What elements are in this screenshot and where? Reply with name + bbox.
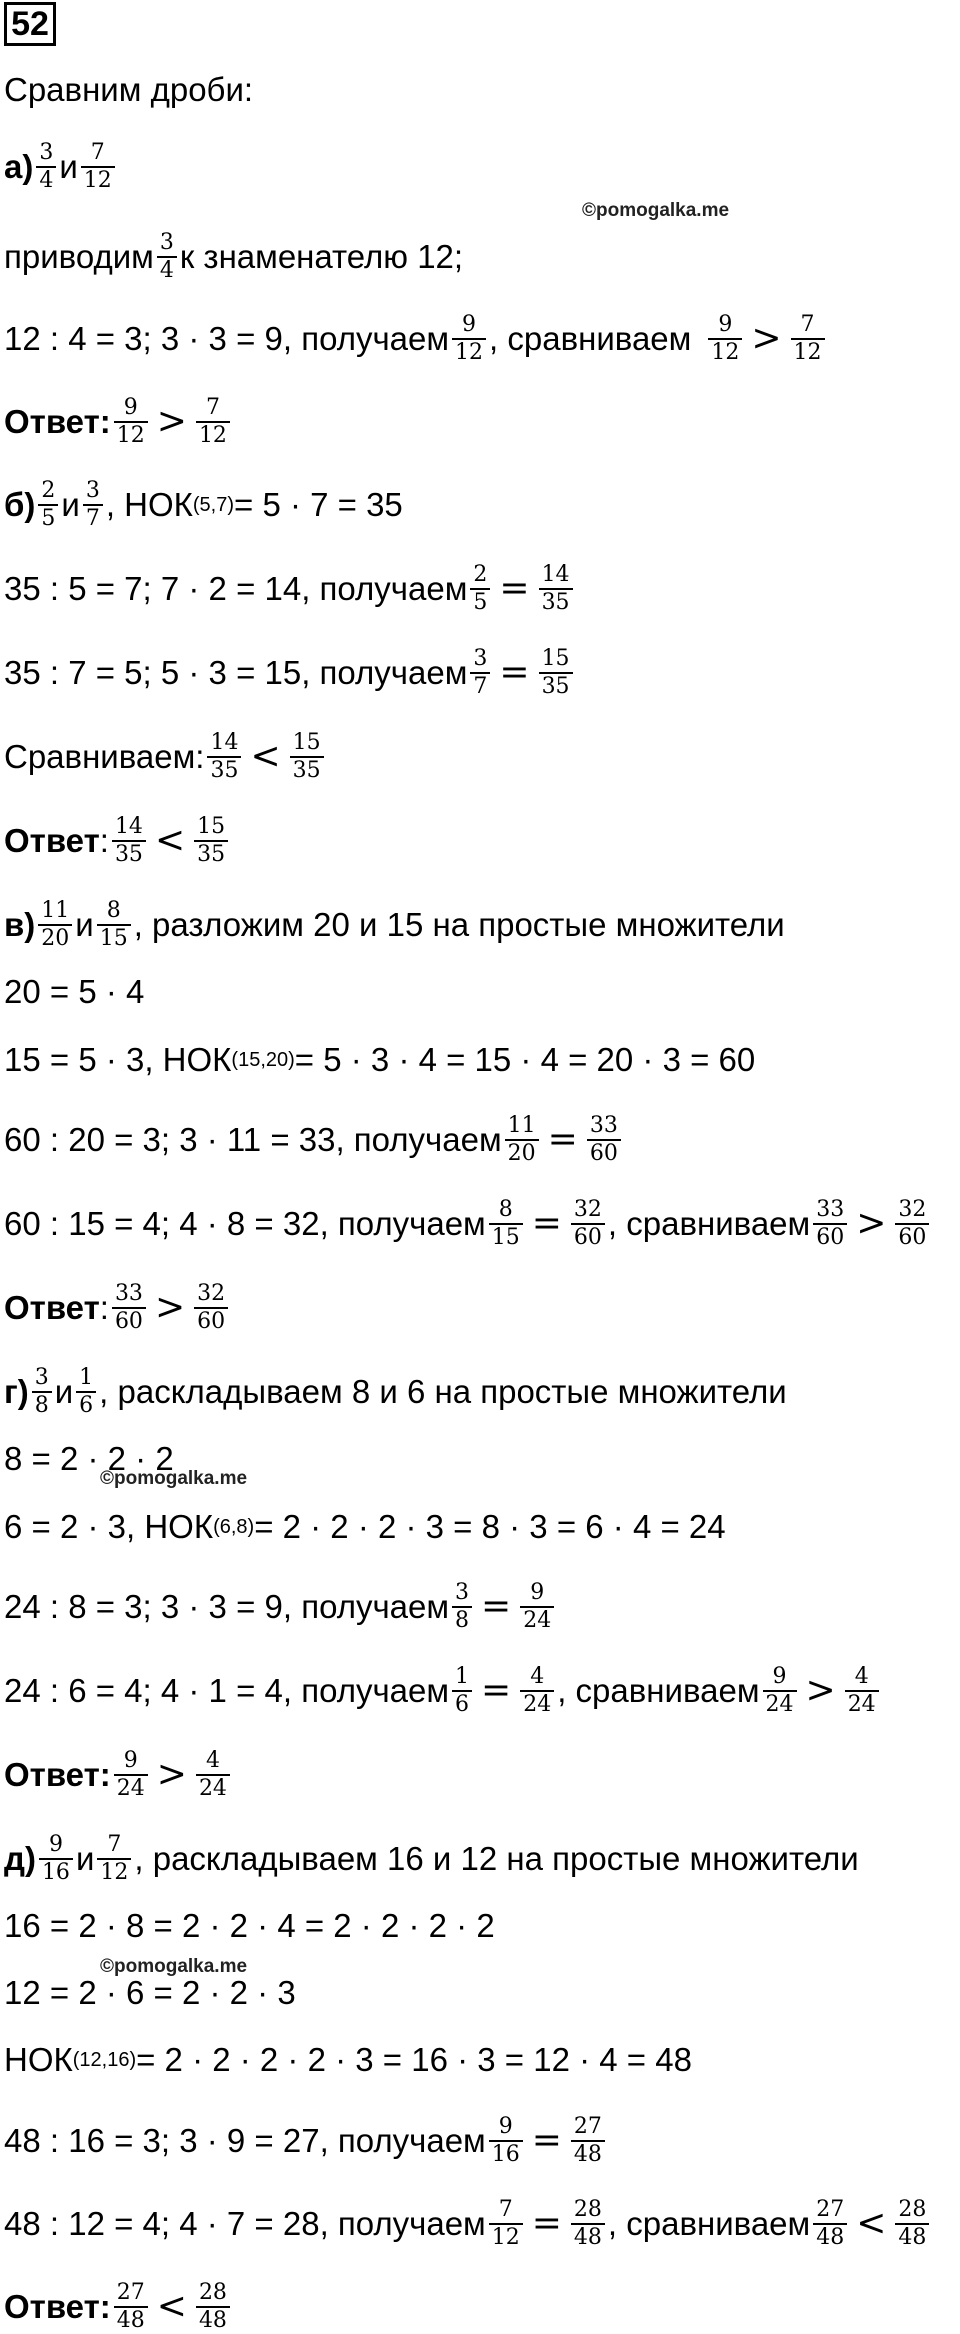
part-d-answer: Ответ: $\frac{9}{24}$ > $\frac{4}{24}$ (4, 1748, 233, 1802)
part-b-header: б) $\frac{2}{5}$ и $\frac{3}{7}$ , НОК (5,7) = 5 · 7 = 35 (4, 478, 403, 531)
part-d-line3: 24 : 8 = 3; 3 · 3 = 9, получаем $\frac{3}{8}$ = $\frac{9}{24}$ (4, 1580, 557, 1634)
part-e-answer: Ответ: $\frac{27}{48}$ < $\frac{28}{48}$ (4, 2280, 233, 2334)
part-c-line2: 15 = 5 · 3, НОК (15,20) = 5 · 3 · 4 = 15 · 4 = 20 · 3 = 60 (4, 1041, 756, 1078)
part-d-line4: 24 : 6 = 4; 4 · 1 = 4, получаем $\frac{1}{6}$ = $\frac{4}{24}$ , сравниваем $\frac{9}{24}$ > $\frac{4}{24}$ (4, 1664, 882, 1718)
part-e-header: д) $\frac{9}{16}$ и $\frac{7}{12}$ , раскладываем 16 и 12 на простые множители (4, 1832, 859, 1885)
part-e-line4: 48 : 16 = 3; 3 · 9 = 27, получаем $\frac{9}{16}$ = $\frac{27}{48}$ (4, 2114, 608, 2168)
part-e-line5: 48 : 12 = 4; 4 · 7 = 28, получаем $\frac{7}{12}$ = $\frac{28}{48}$ , сравниваем $\frac{27}{48}$ < $\frac{28}{48}$ (4, 2197, 932, 2251)
part-b-answer: Ответ : $\frac{14}{35}$ < $\frac{15}{35}$ (4, 814, 231, 868)
part-e-line1: 16 = 2 · 8 = 2 · 2 · 4 = 2 · 2 · 2 · 2 (4, 1907, 495, 1944)
part-b-line1: 35 : 5 = 7; 7 · 2 = 14, получаем $\frac{2}{5}$ = $\frac{14}{35}$ (4, 562, 576, 616)
part-a-header (4, 140, 118, 194)
part-d-header: г) $\frac{3}{8}$ и $\frac{1}{6}$ , раскладываем 8 и 6 на простые множители (4, 1365, 787, 1418)
watermark: ©pomogalka.me (582, 200, 730, 221)
part-d-line1: 8 = 2 · 2 · 2 (4, 1440, 174, 1477)
and-word: и (59, 148, 78, 185)
intro-text: Сравним дроби: (4, 71, 254, 108)
part-b-line2: 35 : 7 = 5; 5 · 3 = 15, получаем $\frac{3}{7}$ = $\frac{15}{35}$ (4, 646, 576, 700)
part-c-line4: 60 : 15 = 4; 4 · 8 = 32, получаем $\frac{8}{15}$ = $\frac{32}{60}$ , сравниваем $\frac{33}{60}$ > $\frac{32}{60}$ (4, 1197, 932, 1251)
part-a-answer: Ответ: $\frac{9}{12}$ > $\frac{7}{12}$ (4, 395, 233, 449)
part-c-answer: Ответ : $\frac{33}{60}$ > $\frac{32}{60}$ (4, 1281, 231, 1335)
watermark: ©pomogalka.me (100, 1468, 248, 1489)
watermark: ©pomogalka.me (100, 1956, 248, 1977)
part-label: а) (4, 148, 34, 185)
problem-number: 52 (4, 2, 56, 46)
part-d-line2: 6 = 2 · 3, НОК (6,8) = 2 · 2 · 2 · 3 = 8 · 3 = 6 · 4 = 24 (4, 1508, 726, 1545)
part-c-header: в) $\frac{11}{20}$ и $\frac{8}{15}$ , разложим 20 и 15 на простые множители (4, 898, 785, 951)
part-e-line2: 12 = 2 · 6 = 2 · 2 · 3 (4, 1974, 296, 2011)
fraction: $\frac{3}{4}$ (36, 140, 56, 194)
part-e-line3: НОК (12,16) = 2 · 2 · 2 · 2 · 3 = 16 · 3 = 12 · 4 = 48 (4, 2041, 692, 2078)
part-b-compare: Сравниваем: $\frac{14}{35}$ < $\frac{15}{35}$ (4, 730, 327, 784)
part-c-line1: 20 = 5 · 4 (4, 973, 145, 1010)
part-c-line3: 60 : 20 = 3; 3 · 11 = 33, получаем $\frac{11}{20}$ = $\frac{33}{60}$ (4, 1113, 624, 1167)
part-a-line2: 12 : 4 = 3; 3 · 3 = 9, получаем $\frac{9}{12}$ , сравниваем $\frac{9}{12}$ > $\frac{7}{12}$ (4, 312, 828, 366)
part-a-line1: приводим $\frac{3}{4}$ к знаменателю 12; (4, 230, 464, 283)
fraction: $\frac{7}{12}$ (81, 140, 115, 194)
